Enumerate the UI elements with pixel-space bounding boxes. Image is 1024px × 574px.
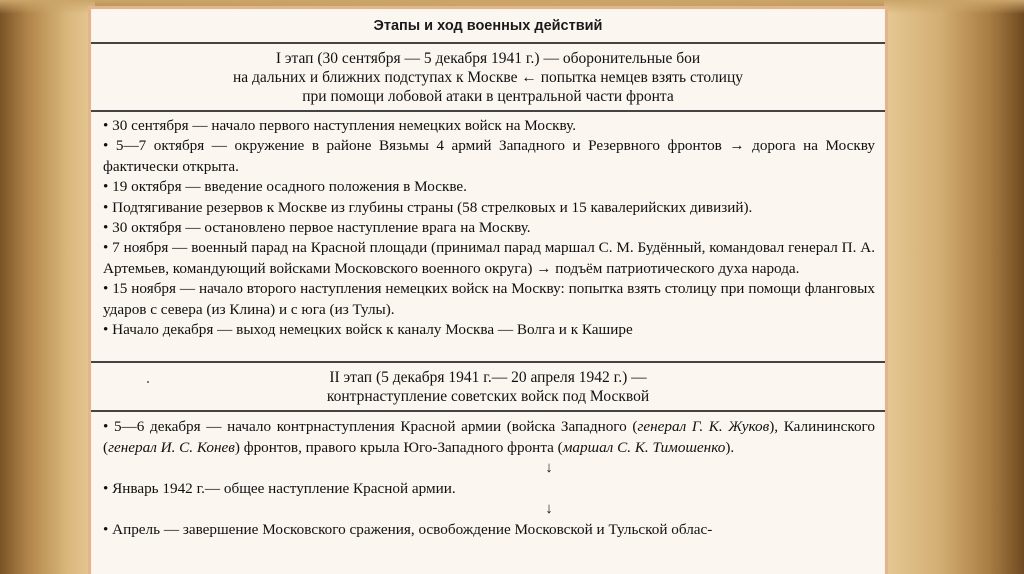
list-item: • Апрель — завершение Московского сражения, освобождение Московской и Тульской облас-: [103, 521, 713, 538]
list-item: • Начало декабря — выход немецких войск к каналу Москва — Волга и к Кашире: [103, 321, 633, 339]
stage-2-line-1: II этап (5 декабря 1941 г.— 20 апреля 1942 г.) —: [329, 369, 647, 386]
list-item: • 15 ноября — начало второго наступления немецких войск на Москву: попытка взять столицу при помощи фланговых ударов с севера (из Клина) и с юга (из Тулы).: [103, 280, 875, 318]
arrow-down-icon: ↓: [545, 460, 553, 476]
stage-1-events: [103, 116, 875, 340]
arrow-down-icon: ↓: [545, 501, 553, 517]
list-item: • 5—6 декабря — начало контрнаступления Красной армии (войска Западного (генерал Г. К. Жуков), Калининского (генерал И. С. Конев) фронтов, правого крыла Юго-Западного фронта (маршал С. К. Тимошенко).: [103, 418, 875, 456]
divider: [91, 361, 885, 363]
list-item: • 19 октября — введение осадного положения в Москве.: [103, 178, 467, 196]
list-item: • Подтягивание резервов к Москве из глубины страны (58 стрелковых и 15 кавалерийских дивизий).: [103, 198, 753, 216]
divider: [91, 110, 885, 112]
list-item: • 30 сентября — начало первого наступления немецких войск на Москву.: [103, 117, 576, 134]
list-item: • 5—7 октября — окружение в районе Вязьмы 4 армий Западного и Резервного фронтов → дорога на Москву фактически открыта.: [103, 137, 875, 175]
table-card: [88, 6, 888, 574]
stage-2-line-2: контрнаступление советских войск под Москвой: [326, 388, 650, 405]
list-item: • Январь 1942 г.— общее наступление Красной армии.: [103, 480, 456, 497]
stage-1-header: [91, 49, 885, 106]
list-item: • 7 ноября — военный парад на Красной площади (принимал парад маршал С. М. Будённый, командовал генерал П. А. Артемьев, командующий войсками Московского военного округа) → подъём патриотического духа народа.: [103, 239, 875, 277]
stage-1-line-3: при помощи лобовой атаки в центральной части фронта: [302, 88, 674, 105]
stage-1-line-1: I этап (30 сентября — 5 декабря 1941 г.) — оборонительные бои: [275, 50, 701, 67]
page-title: Этапы и ход военных действий: [91, 9, 885, 44]
stage-2-events: [103, 416, 875, 540]
speck: [147, 381, 149, 383]
stage-1-line-2: на дальних и ближних подступах к Москве ← попытка немцев взять столицу: [232, 69, 744, 86]
divider: [91, 410, 885, 412]
list-item: • 30 октября — остановлено первое наступление врага на Москву.: [103, 219, 531, 237]
parchment-left-edge: [0, 0, 95, 574]
stage-2-header: [91, 368, 885, 406]
parchment-right-edge: [884, 0, 1024, 574]
